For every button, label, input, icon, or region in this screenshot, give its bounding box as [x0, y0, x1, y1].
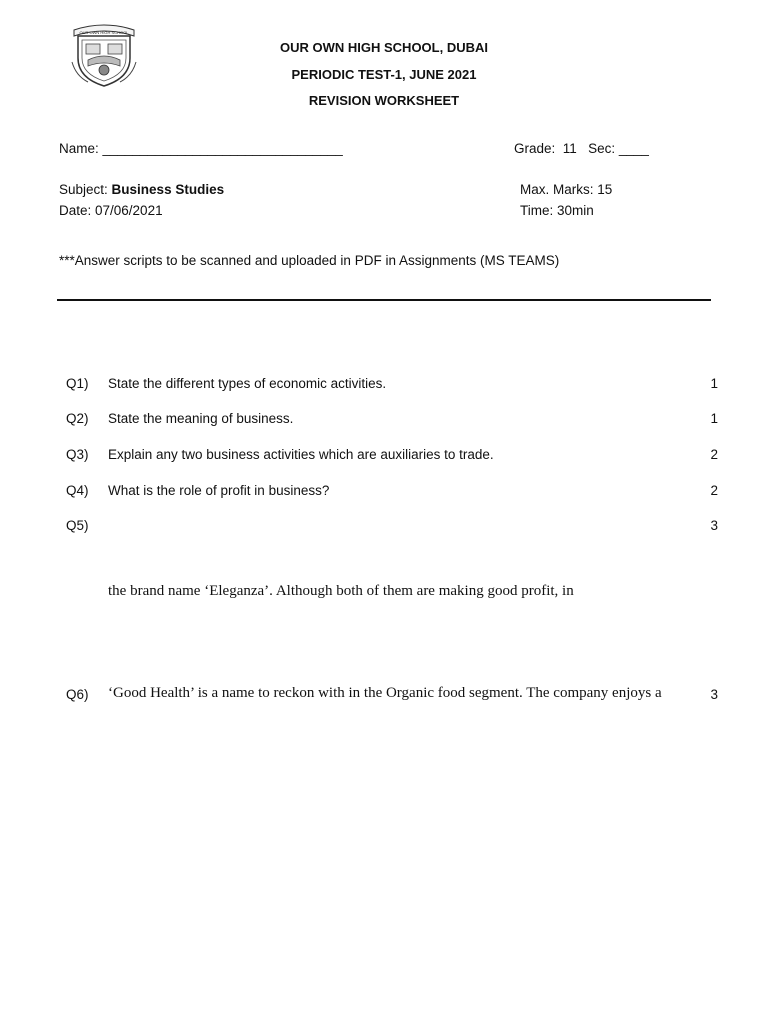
question-marks: 3 — [710, 518, 718, 533]
grade-value: 11 — [562, 141, 577, 156]
question-number: Q3) — [66, 447, 89, 462]
school-name: OUR OWN HIGH SCHOOL, DUBAI — [280, 40, 488, 55]
question-text: Explain any two business activities which are auxiliaries to trade. — [108, 447, 494, 462]
subject-label: Subject: — [59, 182, 108, 197]
section-label: Sec: ____ — [588, 141, 649, 156]
question-continuation: the brand name ‘Eleganza’. Although both of them are making good profit, in — [108, 583, 574, 599]
question-number: Q5) — [66, 518, 89, 533]
question-text: State the different types of economic activities. — [108, 376, 387, 391]
question-text: What is the role of profit in business? — [108, 483, 330, 498]
name-field-label: Name: ________________________________ — [59, 141, 343, 156]
question-marks: 2 — [710, 447, 718, 462]
grade-label: Grade: — [514, 141, 556, 156]
question-number: Q1) — [66, 376, 89, 391]
question-number: Q2) — [66, 411, 89, 426]
question-marks: 1 — [710, 411, 718, 426]
subject-line — [59, 182, 224, 197]
divider-rule — [57, 299, 711, 301]
question-text: ‘Good Health’ is a name to reckon with in the Organic food segment. The company enjoys a — [108, 685, 662, 701]
question-number: Q6) — [66, 687, 89, 702]
subject-value: Business Studies — [111, 182, 225, 197]
max-marks: Max. Marks: 15 — [520, 182, 613, 197]
question-text: State the meaning of business. — [108, 411, 294, 426]
worksheet-title: REVISION WORKSHEET — [308, 93, 460, 108]
test-name: PERIODIC TEST-1, JUNE 2021 — [291, 67, 477, 82]
question-marks: 2 — [710, 483, 718, 498]
test-duration: Time: 30min — [520, 203, 594, 218]
svg-text:OUR OWN HIGH SCHOOL: OUR OWN HIGH SCHOOL — [79, 30, 129, 35]
question-number: Q4) — [66, 483, 89, 498]
grade-line — [514, 141, 649, 156]
question-marks: 1 — [710, 376, 718, 391]
question-marks: 3 — [710, 687, 718, 702]
submission-instruction: ***Answer scripts to be scanned and uploaded in PDF in Assignments (MS TEAMS) — [59, 253, 560, 268]
test-date: Date: 07/06/2021 — [59, 203, 163, 218]
